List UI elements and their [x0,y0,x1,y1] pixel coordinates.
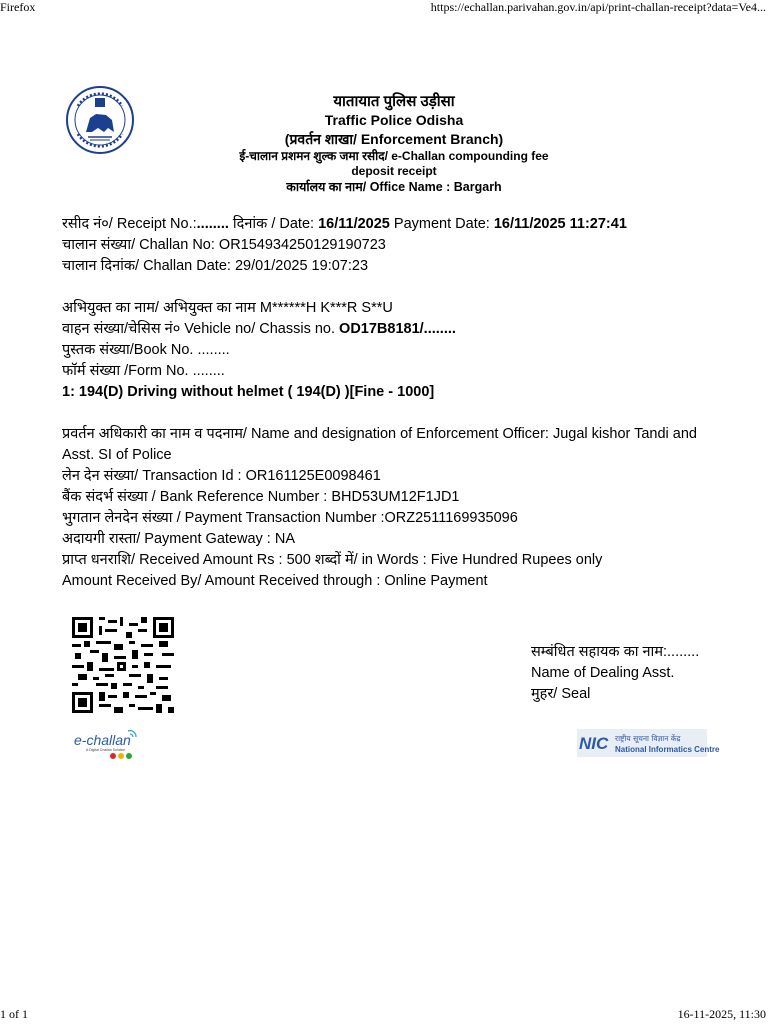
header-receipt-type-cont: deposit receipt [351,164,437,178]
receipt-details [62,214,712,277]
challan-number: चालान संख्या/ Challan No: OR154934250129190723 [62,237,386,253]
svg-text:राष्ट्रीय सूचना विज्ञान केंद्र: राष्ट्रीय सूचना विज्ञान केंद्र [615,734,681,743]
offence-line: 1: 194(D) Driving without helmet ( 194(D) )[Fine - 1000] [62,384,435,400]
svg-text:National Informatics Centre: National Informatics Centre [615,745,720,754]
payment-gateway: अदायगी रास्ता/ Payment Gateway : NA [62,531,295,547]
dealing-assistant [531,642,699,705]
transaction-id: लेन देन संख्या/ Transaction Id : OR161125E0098461 [62,468,381,484]
payment-details [62,424,712,592]
receipt-header [140,92,648,196]
svg-text:e-challan: e-challan [74,732,131,748]
odisha-police-emblem [64,84,136,156]
page-url: https://echallan.parivahan.gov.in/api/print-challan-receipt?data=Ve4... [430,0,766,14]
challan-date: चालान दिनांक/ Challan Date: 29/01/2025 19:07:23 [62,258,369,274]
dealing-assistant-name: सम्बंधित सहायक का नाम:........ [531,644,700,660]
print-datetime: 16-11-2025, 11:30 [677,1007,766,1021]
received-amount: प्राप्त धनराशि/ Received Amount Rs : 500 शब्दों में/ in Words : Five Hundred Rupees only [62,552,603,568]
nic-logo [577,729,720,757]
header-english-title: Traffic Police Odisha [324,112,464,128]
enforcement-officer: प्रवर्तन अधिकारी का नाम व पदनाम/ Name and designation of Enforcement Officer: Jugal kishor Tandi and Asst. SI of Police [62,426,697,463]
browser-app-name: Firefox [0,0,36,14]
payment-transaction-number: भुगतान लेनदेन संख्या / Payment Transaction Number :ORZ2511169935096 [62,510,518,526]
bank-reference: बैंक संदर्भ संख्या / Bank Reference Number : BHD53UM12F1JD1 [62,489,460,505]
dealing-assistant-label: Name of Dealing Asst. [531,665,675,681]
echallan-logo [74,727,142,761]
page-indicator: 1 of 1 [0,1007,28,1021]
seal-label: मुहर/ Seal [531,686,591,702]
book-number: पुस्तक संख्या/Book No. ........ [62,342,230,358]
header-office-name: कार्यालय का नाम/ Office Name : Bargarh [286,180,502,194]
accused-name: अभियुक्त का नाम/ अभियुक्त का नाम M******H K***R S**U [62,300,393,316]
form-number: फॉर्म संख्या /Form No. ........ [62,363,225,379]
header-branch: (प्रवर्तन शाखा/ Enforcement Branch) [284,131,504,147]
vehicle-number-row: वाहन संख्या/चेसिस नं० Vehicle no/ Chassis no. OD17B8181/........ [62,321,456,337]
qr-code [72,617,174,713]
amount-received-through: Amount Received By/ Amount Received through : Online Payment [62,573,488,589]
header-receipt-type: ई-चालान प्रशमन शुल्क जमा रसीद/ e-Challan compounding fee [239,149,549,163]
accused-details [62,298,712,403]
svg-text:A Digital Challan Solution: A Digital Challan Solution [86,748,126,752]
header-hindi-title: यातायात पुलिस उड़ीसा [333,93,455,110]
receipt-date-row: रसीद नं०/ Receipt No.:........ दिनांक / Date: 16/11/2025 Payment Date: 16/11/2025 11:27:41 [62,216,627,232]
svg-text:NIC: NIC [579,734,609,753]
